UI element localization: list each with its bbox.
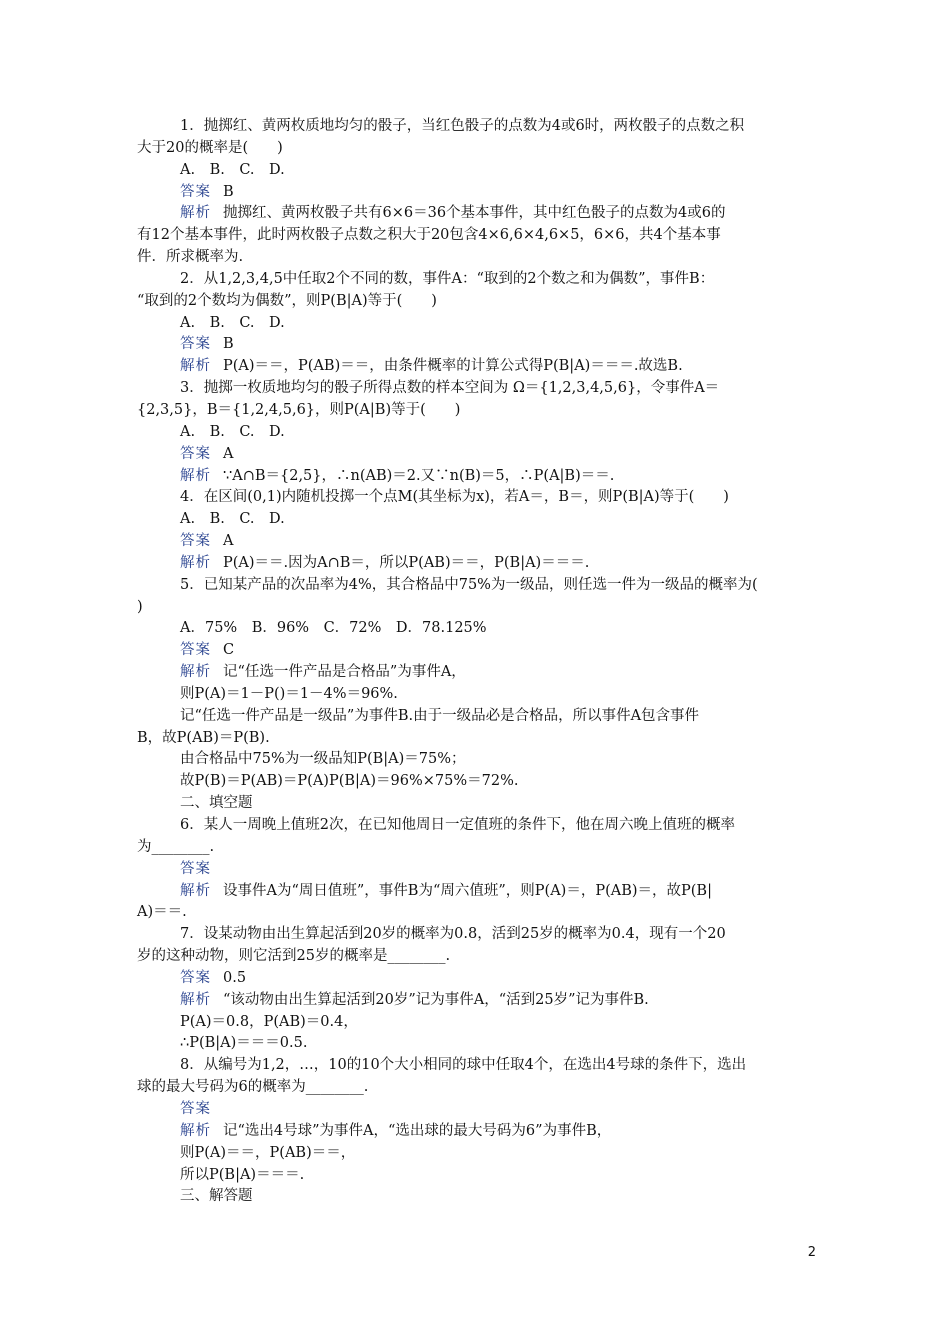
line-text: 岁的这种动物，则它活到25岁的概率是________. (137, 948, 451, 965)
line-text: ∴P(B|A)＝＝＝0.5. (180, 1035, 308, 1052)
line-text: P(A)＝＝，P(AB)＝＝，由条件概率的计算公式得P(B|A)＝＝＝.故选B. (223, 358, 683, 375)
line-text: 故P(B)＝P(AB)＝P(A)P(B|A)＝96%×75%＝72%. (180, 773, 519, 790)
text-line (137, 422, 817, 444)
text-line (137, 1077, 817, 1099)
line-text: ) (137, 598, 143, 615)
analysis-label: 解析 (180, 358, 211, 375)
line-text: 8．从编号为1,2，…，10的10个大小相同的球中任取4个，在选出4号球的条件下，选出 (180, 1057, 747, 1074)
answer-line (137, 1099, 817, 1121)
answer-line (137, 334, 817, 356)
analysis-label: 解析 (180, 467, 211, 484)
text-line (137, 946, 817, 968)
page-number: 2 (807, 1245, 816, 1260)
line-text: 大于20的概率是( ) (137, 139, 283, 156)
text-line (137, 116, 817, 138)
text-line (137, 291, 817, 313)
line-text: 记“任选一件产品是合格品”为事件A， (223, 664, 466, 681)
answer-line (137, 968, 817, 990)
text-line (137, 1165, 817, 1187)
text-line (137, 618, 817, 640)
analysis-label: 解析 (180, 991, 211, 1008)
analysis-line (137, 662, 817, 684)
analysis-label: 解析 (180, 205, 211, 222)
text-line (137, 706, 817, 728)
text-line (137, 138, 817, 160)
analysis-label: 解析 (180, 882, 211, 899)
line-text: A)＝＝. (137, 904, 187, 921)
text-line (137, 837, 817, 859)
line-text: A．75% B．96% C．72% D．78.125% (180, 620, 487, 637)
line-text: ∵A∩B＝{2,5}，∴n(AB)＝2.又∵n(B)＝5，∴P(A|B)＝＝. (223, 467, 615, 484)
text-line (137, 160, 817, 182)
answer-label: 答案 (180, 860, 211, 877)
text-line (137, 793, 817, 815)
text-line (137, 815, 817, 837)
line-text: 5．已知某产品的次品率为4%，其合格品中75%为一级品，则任选一件为一级品的概率为( (180, 576, 758, 593)
line-text: C (223, 642, 235, 659)
line-text: 三、解答题 (180, 1188, 253, 1205)
analysis-line (137, 466, 817, 488)
line-text: 4．在区间(0,1)内随机投掷一个点M(其坐标为x)，若A＝，B＝，则P(B|A)等于( ) (180, 489, 729, 506)
line-text: A. B. C. D. (180, 511, 285, 528)
text-line (137, 225, 817, 247)
analysis-line (137, 881, 817, 903)
answer-label: 答案 (180, 445, 211, 462)
line-text: 2．从1,2,3,4,5中任取2个不同的数，事件A：“取到的2个数之和为偶数”，事件B： (180, 270, 715, 287)
analysis-label: 解析 (180, 1122, 211, 1139)
line-text: 7．设某动物由出生算起活到20岁的概率为0.8，活到25岁的概率为0.4，现有一个20 (180, 926, 726, 943)
line-text: 由合格品中75%为一级品知P(B|A)＝75%； (180, 751, 466, 768)
line-text: A. B. C. D. (180, 161, 285, 178)
line-text: 记“任选一件产品是一级品”为事件B.由于一级品必是合格品，所以事件A包含事件 (180, 707, 700, 724)
text-line (137, 575, 817, 597)
page-content (137, 116, 817, 1208)
analysis-line (137, 203, 817, 225)
line-text: A (223, 533, 234, 550)
text-line (137, 1055, 817, 1077)
analysis-line (137, 1121, 817, 1143)
text-line (137, 269, 817, 291)
line-text: 为________. (137, 838, 215, 855)
line-text: 所以P(B|A)＝＝＝. (180, 1166, 305, 1183)
answer-label: 答案 (180, 336, 211, 353)
text-line (137, 378, 817, 400)
answer-line (137, 640, 817, 662)
text-line (137, 597, 817, 619)
analysis-label: 解析 (180, 664, 211, 681)
text-line (137, 684, 817, 706)
line-text: 则P(A)＝1－P()＝1－4%＝96%. (180, 685, 398, 702)
text-line (137, 313, 817, 335)
line-text: {2,3,5}，B＝{1,2,4,5,6}，则P(A|B)等于( ) (137, 401, 461, 418)
text-line (137, 1143, 817, 1165)
text-line (137, 924, 817, 946)
answer-line (137, 444, 817, 466)
answer-label: 答案 (180, 969, 211, 986)
line-text: “取到的2个数均为偶数”，则P(B|A)等于( ) (137, 292, 437, 309)
answer-label: 答案 (180, 183, 211, 200)
line-text: P(A)＝＝.因为A∩B＝，所以P(AB)＝＝，P(B|A)＝＝＝. (223, 554, 590, 571)
text-line (137, 247, 817, 269)
line-text: B (223, 336, 234, 353)
analysis-line (137, 356, 817, 378)
answer-label: 答案 (180, 533, 211, 550)
line-text: B (223, 183, 234, 200)
text-line (137, 509, 817, 531)
line-text: 则P(A)＝＝，P(AB)＝＝， (180, 1144, 356, 1161)
line-text: 6．某人一周晚上值班2次，在已知他周日一定值班的条件下，他在周六晚上值班的概率 (180, 817, 735, 833)
text-line (137, 400, 817, 422)
line-text: “该动物由出生算起活到20岁”记为事件A，“活到25岁”记为事件B. (223, 991, 649, 1008)
answer-line (137, 182, 817, 204)
text-line (137, 487, 817, 509)
answer-label: 答案 (180, 1100, 211, 1117)
answer-label: 答案 (180, 642, 211, 659)
line-text: 球的最大号码为6的概率为________. (137, 1079, 369, 1096)
text-line (137, 1186, 817, 1208)
line-text: 二、填空题 (180, 795, 253, 812)
answer-line (137, 859, 817, 881)
text-line (137, 771, 817, 793)
line-text: 0.5 (223, 969, 247, 986)
line-text: 3．抛掷一枚质地均匀的骰子所得点数的样本空间为 Ω＝{1,2,3,4,5,6}，令事件A＝ (180, 380, 720, 397)
line-text: B，故P(AB)＝P(B). (137, 729, 270, 746)
line-text: P(A)＝0.8，P(AB)＝0.4， (180, 1013, 358, 1030)
line-text: A. B. C. D. (180, 314, 285, 331)
analysis-label: 解析 (180, 554, 211, 571)
line-text: 设事件A为“周日值班”，事件B为“周六值班”，则P(A)＝，P(AB)＝，故P(B| (223, 882, 712, 899)
line-text: A. B. C. D. (180, 423, 285, 440)
analysis-line (137, 990, 817, 1012)
text-line (137, 749, 817, 771)
text-line (137, 1012, 817, 1034)
line-text: 有12个基本事件，此时两枚骰子点数之积大于20包含4×6,6×4,6×5，6×6，共4个基本事 (137, 227, 721, 244)
line-text: 记“选出4号球”为事件A，“选出球的最大号码为6”为事件B， (223, 1122, 612, 1139)
text-line (137, 728, 817, 750)
text-line (137, 902, 817, 924)
line-text: 1．抛掷红、黄两枚质地均匀的骰子，当红色骰子的点数为4或6时，两枚骰子的点数之积 (180, 118, 745, 134)
line-text: 件．所求概率为. (137, 249, 244, 266)
answer-line (137, 531, 817, 553)
analysis-line (137, 553, 817, 575)
text-line (137, 1033, 817, 1055)
line-text: A (223, 445, 234, 462)
line-text: 抛掷红、黄两枚骰子共有6×6＝36个基本事件，其中红色骰子的点数为4或6的 (223, 205, 726, 222)
